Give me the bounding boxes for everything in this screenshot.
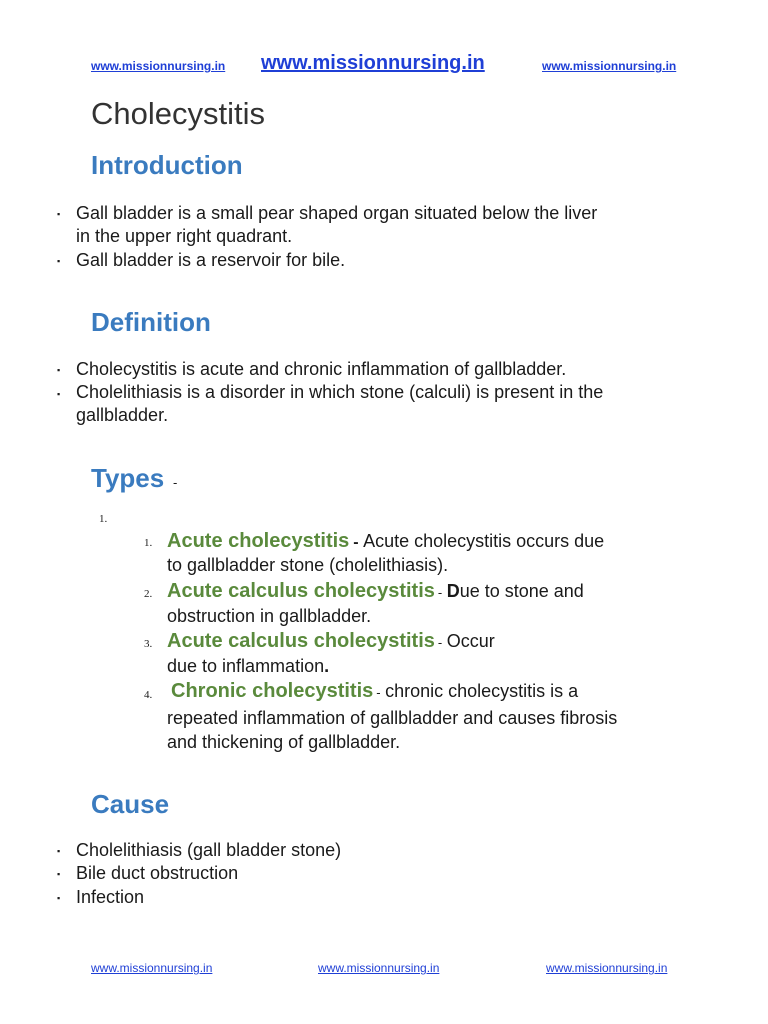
type-1-number: 1.	[144, 537, 153, 549]
types-heading: Types	[91, 463, 165, 493]
bullet-icon: ▪	[57, 209, 61, 219]
header-link-center[interactable]: www.missionnursing.in	[261, 52, 485, 74]
type-2-name: Acute calculus cholecystitis	[167, 580, 435, 602]
type-3-line-2-wrap	[167, 656, 329, 677]
bullet-icon: ▪	[57, 256, 61, 266]
bullet-icon: ▪	[57, 365, 61, 375]
type-4-separator: -	[376, 685, 381, 700]
type-3-number: 3.	[144, 638, 153, 650]
intro-bullet-1-line-2: in the upper right quadrant.	[76, 226, 293, 246]
bullet-icon: ▪	[57, 846, 61, 856]
type-1-line-1: Acute cholecystitis occurs due	[363, 531, 605, 551]
type-3-name: Acute calculus cholecystitis	[167, 630, 435, 652]
cause-bullet-2: Bile duct obstruction	[76, 863, 239, 883]
header-link-right[interactable]: www.missionnursing.in	[542, 59, 677, 73]
type-4-first-line	[171, 680, 578, 703]
type-4-number: 4.	[144, 689, 153, 701]
type-2-first-line	[167, 580, 584, 603]
type-1-name: Acute cholecystitis	[167, 530, 350, 552]
type-1-line-2: to gallbladder stone (cholelithiasis).	[167, 555, 449, 575]
types-outer-number: 1.	[99, 513, 108, 525]
footer-link-center[interactable]: www.missionnursing.in	[318, 961, 440, 975]
type-1-first-line	[167, 530, 604, 553]
footer-link-right[interactable]: www.missionnursing.in	[546, 961, 668, 975]
intro-bullet-2: Gall bladder is a reservoir for bile.	[76, 250, 346, 270]
definition-bullet-2-line-2: gallbladder.	[76, 405, 169, 425]
definition-bullet-1: Cholecystitis is acute and chronic inflammation of gallbladder.	[76, 359, 567, 379]
header-link-left[interactable]: www.missionnursing.in	[91, 59, 226, 73]
type-4-name: Chronic cholecystitis	[171, 680, 374, 702]
bullet-icon: ▪	[57, 389, 61, 399]
types-heading-dash: -	[173, 475, 178, 490]
intro-bullet-1-line-1: Gall bladder is a small pear shaped organ situated below the liver	[76, 203, 598, 223]
definition-heading: Definition	[91, 307, 211, 337]
type-3-line-2-end: .	[324, 656, 330, 676]
footer-link-left[interactable]: www.missionnursing.in	[91, 961, 213, 975]
type-4-line-2: repeated inflammation of gallbladder and causes fibrosis	[167, 708, 618, 728]
type-3-line-2: due to inflammation	[167, 656, 325, 676]
type-2-separator: -	[437, 585, 443, 600]
definition-bullet-2-line-1: Cholelithiasis is a disorder in which stone (calculi) is present in the	[76, 382, 604, 402]
type-3-separator: -	[437, 635, 443, 650]
cause-heading: Cause	[91, 789, 170, 819]
type-2-number: 2.	[144, 588, 153, 600]
page-title: Cholecystitis	[91, 96, 265, 131]
type-3-first-line	[167, 630, 495, 653]
type-1-separator: -	[353, 534, 359, 551]
type-4-line-3: and thickening of gallbladder.	[167, 732, 401, 752]
type-2-line-1: ue to stone and	[459, 581, 584, 601]
type-2-line-2: obstruction in gallbladder.	[167, 606, 372, 626]
introduction-heading: Introduction	[91, 150, 243, 180]
type-4-line-1: chronic cholecystitis is a	[385, 681, 579, 701]
cause-bullet-3: Infection	[76, 887, 145, 907]
bullet-icon: ▪	[57, 869, 61, 879]
type-2-first-letter: D	[446, 581, 460, 601]
type-3-line-1: Occur	[446, 631, 495, 651]
bullet-icon: ▪	[57, 893, 61, 903]
cause-bullet-1: Cholelithiasis (gall bladder stone)	[76, 840, 342, 860]
